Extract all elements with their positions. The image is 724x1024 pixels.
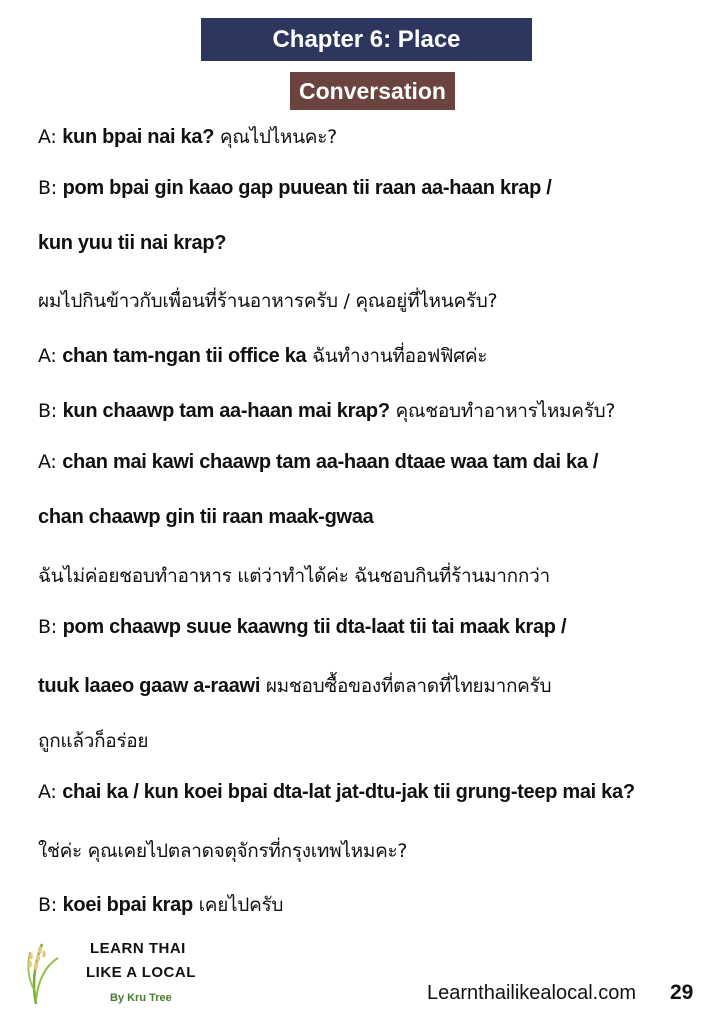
dialogue-line [38, 177, 552, 200]
thai-text: คุณชอบทำอาหารไหมครับ? [389, 400, 616, 422]
speaker-label: B: [38, 177, 63, 199]
romanized-text: kun yuu tii nai krap? [38, 232, 227, 254]
thai-text: เคยไปครับ [192, 894, 284, 916]
speaker-label: A: [38, 345, 63, 367]
logo-line-1: LEARN THAI [90, 940, 186, 957]
dialogue-line [38, 671, 551, 701]
thai-text: ฉันทำงานที่ออฟฟิศค่ะ [306, 345, 488, 367]
dialogue-line [38, 890, 283, 920]
dialogue-line [38, 122, 337, 152]
romanized-text: kun bpai nai ka? [62, 126, 215, 148]
dialogue-line [38, 561, 550, 591]
romanized-text: chan tam-ngan tii office ka [62, 345, 307, 367]
logo-byline: By Kru Tree [110, 992, 172, 1004]
dialogue-line [38, 232, 226, 255]
section-title: Conversation [290, 72, 455, 110]
dialogue-line [38, 726, 148, 756]
thai-text: ถูกแล้วก็อร่อย [38, 730, 149, 752]
page-number: 29 [670, 981, 694, 1004]
romanized-text: koei bpai krap [62, 894, 193, 916]
thai-text: คุณไปไหนคะ? [214, 126, 337, 148]
dialogue-line [38, 836, 407, 866]
dialogue-line [38, 396, 615, 426]
dialogue-line [38, 616, 566, 639]
dialogue-line [38, 506, 373, 529]
romanized-text: pom chaawp suue kaawng tii dta-laat tii tai maak krap / [62, 616, 567, 638]
speaker-label: A: [38, 126, 63, 148]
thai-text: ใช่ค่ะ คุณเคยไปตลาดจตุจักรที่กรุงเทพไหมคะ? [38, 840, 408, 862]
thai-text: ฉันไม่ค่อยชอบทำอาหาร แต่ว่าทำได้ค่ะ ฉันชอบกินที่ร้านมากกว่า [38, 565, 550, 587]
speaker-label: B: [38, 894, 63, 916]
romanized-text: kun chaawp tam aa-haan mai krap? [62, 400, 390, 422]
romanized-text: pom bpai gin kaao gap puuean tii raan aa-haan krap / [62, 177, 552, 199]
thai-text: ผมไปกินข้าวกับเพื่อนที่ร้านอาหารครับ / คุณอยู่ที่ไหนครับ? [38, 290, 498, 312]
chapter-title: Chapter 6: Place [201, 18, 532, 61]
dialogue-line [38, 341, 487, 371]
logo-line-2: LIKE A LOCAL [86, 964, 196, 981]
romanized-text: chan chaawp gin tii raan maak-gwaa [38, 506, 374, 528]
brand-logo [22, 940, 222, 1010]
rice-stalk-icon [22, 940, 62, 1006]
romanized-text: chan mai kawi chaawp tam aa-haan dtaae waa tam dai ka / [62, 451, 599, 473]
romanized-text: tuuk laaeo gaaw a-raawi [38, 675, 261, 697]
dialogue-line [38, 451, 598, 474]
dialogue-line [38, 781, 635, 804]
speaker-label: A: [38, 451, 63, 473]
thai-text: ผมชอบซื้อของที่ตลาดที่ไทยมากครับ [260, 675, 552, 697]
romanized-text: chai ka / kun koei bpai dta-lat jat-dtu-jak tii grung-teep mai ka? [62, 781, 635, 803]
website-link[interactable]: Learnthailikealocal.com [427, 982, 637, 1004]
speaker-label: B: [38, 400, 63, 422]
dialogue-line [38, 286, 497, 316]
speaker-label: A: [38, 781, 63, 803]
speaker-label: B: [38, 616, 63, 638]
